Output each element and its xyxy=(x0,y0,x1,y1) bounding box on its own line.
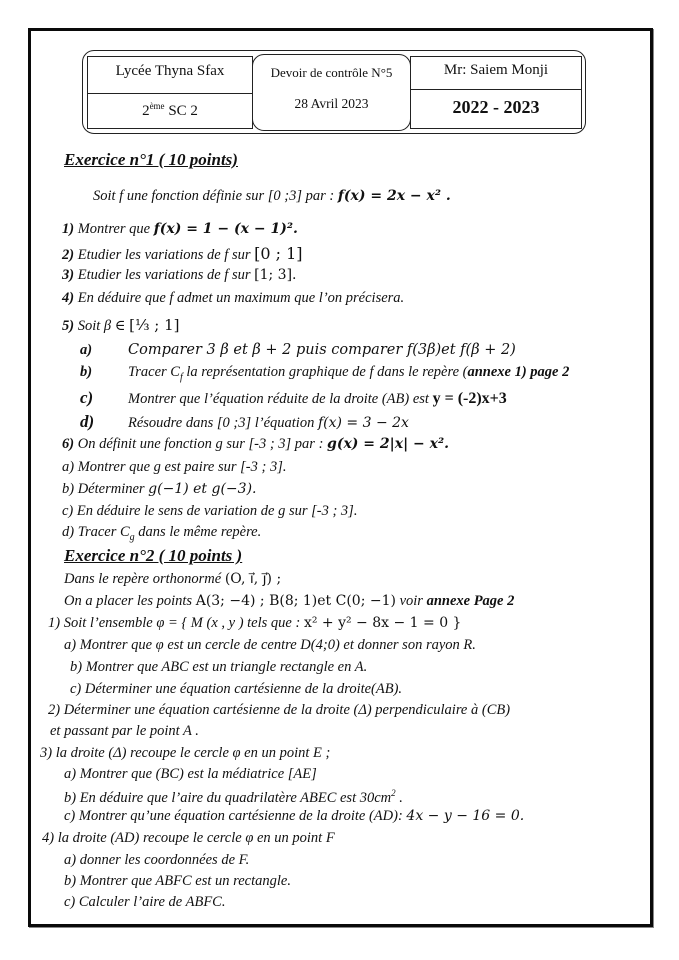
ex2-question-4: 4) la droite (AD) recoupe le cercle φ en un point F xyxy=(42,830,335,846)
ex1-question-5a: a) Comparer 3 β et β + 2 puis comparer f(3β)et f(β + 2) xyxy=(80,342,516,358)
ex1-question-6: 6) On définit une fonction g sur [-3 ; 3] par : g(x) = 2|x| − x². xyxy=(62,436,449,452)
ex1-question-1: 1) Montrer que f(x) = 1 − (x − 1)². xyxy=(62,221,298,237)
ex2-question-1c: c) Déterminer une équation cartésienne de la droite(AB). xyxy=(70,681,403,697)
ex1-question-2: 2) Etudier les variations de f sur [0 ; 1] xyxy=(62,244,303,263)
ex2-question-1: 1) Soit l’ensemble φ = { M (x , y ) tels que : x² + y² − 8x − 1 = 0 } xyxy=(48,615,462,631)
header-divider xyxy=(88,93,252,94)
ex2-question-3c: c) Montrer qu’une équation cartésienne de la droite (AD): 4x − y − 16 = 0. xyxy=(64,808,525,824)
ex1-question-6c: c) En déduire le sens de variation de g sur [-3 ; 3]. xyxy=(62,503,358,519)
ex2-question-3b: b) En déduire que l’aire du quadrilatère ABEC est $30cm^2$ . xyxy=(64,788,403,806)
ex2-question-3: 3) la droite (Δ) recoupe le cercle φ en un point E ; xyxy=(40,745,331,761)
ex2-question-1a: a) Montrer que φ est un cercle de centre D(4;0) et donner son rayon R. xyxy=(64,637,476,653)
ex2-question-4c: c) Calculer l’aire de ABFC. xyxy=(64,894,226,910)
exam-date: 28 Avril 2023 xyxy=(294,96,369,111)
school-name: Lycée Thyna Sfax xyxy=(115,63,225,79)
ex1-question-5b: b) Tracer $C_f$ la représentation graphique de f dans le repère (annexe 1) page 2 xyxy=(80,364,570,383)
ex2-question-4b: b) Montrer que ABFC est un rectangle. xyxy=(64,873,291,889)
ex1-question-6d: d) Tracer $C_g$ dans le même repère. xyxy=(62,524,262,543)
ex2-intro-1: Dans le repère orthonormé (O, i⃗, j⃗) ; xyxy=(64,571,282,587)
header-exam-box xyxy=(252,54,411,131)
teacher-name: Mr: Saiem Monji xyxy=(443,62,549,78)
ex2-question-3a: a) Montrer que (BC) est la médiatrice [AE] xyxy=(64,766,317,782)
ex1-question-5c: c) Montrer que l’équation réduite de la droite (AB) est y = (-2)x+3 xyxy=(80,388,507,407)
header-teacher-box xyxy=(410,56,582,129)
class-label: 2ème SC 2 xyxy=(142,101,198,119)
exercise-1-title: Exercice n°1 ( 10 points) xyxy=(64,150,238,169)
ex2-question-4a: a) donner les coordonnées de F. xyxy=(64,852,250,868)
header-school-box xyxy=(87,56,253,129)
ex1-question-4: 4) En déduire que f admet un maximum que l’on précisera. xyxy=(62,290,405,306)
exam-title: Devoir de contrôle N°5 xyxy=(270,65,393,80)
ex1-question-6a: a) Montrer que g est paire sur [-3 ; 3]. xyxy=(62,459,287,475)
ex1-question-5: 5) Soit β ∈ [⅓ ; 1] xyxy=(62,316,180,334)
ex1-question-3: 3) Etudier les variations de f sur [1; 3]. xyxy=(62,267,297,283)
ex1-question-5d: d) Résoudre dans [0 ;3] l’équation f(x) = 3 − 2x xyxy=(80,412,409,431)
ex2-question-1b: b) Montrer que ABC est un triangle rectangle en A. xyxy=(70,659,368,675)
school-year: 2022 - 2023 xyxy=(452,97,540,117)
exercise-2-title: Exercice n°2 ( 10 points ) xyxy=(64,546,243,565)
ex2-question-2: 2) Déterminer une équation cartésienne de la droite (Δ) perpendiculaire à (CB) xyxy=(48,702,511,718)
ex1-question-6b: b) Déterminer g(−1) et g(−3). xyxy=(62,481,257,497)
ex1-intro: Soit f une fonction définie sur [0 ;3] par : f(x) = 2x − x² . xyxy=(93,188,451,204)
ex2-intro-2: On a placer les points A(3; −4) ; B(8; 1)et C(0; −1) voir annexe Page 2 xyxy=(64,593,515,609)
ex2-question-2-cont: et passant par le point A . xyxy=(50,723,199,739)
header-divider xyxy=(411,89,581,90)
